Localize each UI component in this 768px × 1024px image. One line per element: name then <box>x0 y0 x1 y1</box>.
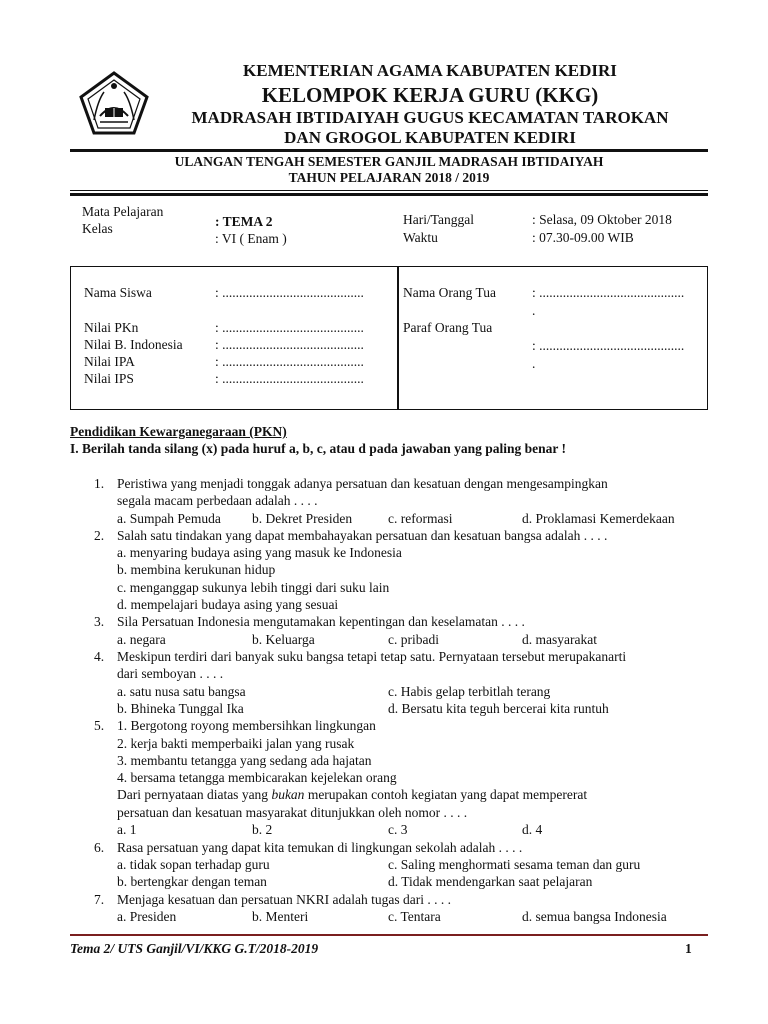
parent-name-label: Nama Orang Tua <box>403 285 496 300</box>
q5-statement-1: 1. Bergotong royong membersihkan lingkungan <box>117 718 376 733</box>
header-line-kkg: KELOMPOK KERJA GURU (KKG) <box>261 83 599 107</box>
q5-text-1c: merupakan contoh kegiatan yang dapat mempererat <box>304 787 588 802</box>
q1-option-d[interactable]: d. Proklamasi Kemerdekaan <box>522 511 675 526</box>
score-pkn-label: Nilai PKn <box>84 320 139 335</box>
q4-option-d[interactable]: d. Bersatu kita teguh bercerai kita runtuh <box>388 701 609 716</box>
student-name-field[interactable]: : .......................................... <box>215 285 364 300</box>
header-line-district: DAN GROGOL KABUPATEN KEDIRI <box>284 128 576 147</box>
q5-statement-2: 2. kerja bakti memperbaiki jalan yang rusak <box>117 736 355 751</box>
q7-text-1: Menjaga kesatuan dan persatuan NKRI adalah tugas dari . . . . <box>117 892 452 907</box>
q1-option-b[interactable]: b. Dekret Presiden <box>252 511 353 526</box>
student-box-divider <box>397 266 399 409</box>
q4-text-1: Meskipun terdiri dari banyak suku bangsa tetapi tetap satu. Pernyataan tersebut merupakanarti <box>117 649 627 664</box>
score-ipa-field[interactable]: : .......................................... <box>215 354 364 369</box>
subject-value: : TEMA 2 <box>215 214 273 229</box>
q6-option-d[interactable]: d. Tidak mendengarkan saat pelajaran <box>388 874 593 889</box>
section-title: Pendidikan Kewarganegaraan (PKN) <box>70 424 287 439</box>
q2-number: 2. <box>94 528 105 543</box>
parent-sign-label: Paraf Orang Tua <box>403 320 493 335</box>
q5-option-b[interactable]: b. 2 <box>252 822 273 837</box>
parent-sign-field[interactable]: : ........................................... <box>532 338 685 353</box>
header-rule-top <box>70 149 708 152</box>
q3-option-c[interactable]: c. pribadi <box>388 632 439 647</box>
q7-option-d[interactable]: d. semua bangsa Indonesia <box>522 909 667 924</box>
day-value: : Selasa, 09 Oktober 2018 <box>532 212 672 227</box>
q7-number: 7. <box>94 892 105 907</box>
q3-text-1: Sila Persatuan Indonesia mengutamakan kepentingan dan keselamatan . . . . <box>117 614 525 629</box>
q4-option-b[interactable]: b. Bhineka Tunggal Ika <box>117 701 244 716</box>
q2-text-1: Salah satu tindakan yang dapat membahayakan persatuan dan kesatuan bangsa adalah . . . . <box>117 528 608 543</box>
q2-option-b[interactable]: b. membina kerukunan hidup <box>117 562 276 577</box>
q3-number: 3. <box>94 614 105 629</box>
q5-option-a[interactable]: a. 1 <box>117 822 137 837</box>
q6-option-c[interactable]: c. Saling menghormati sesama teman dan guru <box>388 857 641 872</box>
q2-option-d[interactable]: d. mempelajari budaya asing yang sesuai <box>117 597 339 612</box>
student-name-label: Nama Siswa <box>84 285 152 300</box>
subject-label: Mata Pelajaran <box>82 204 164 219</box>
score-bindo-label: Nilai B. Indonesia <box>84 337 183 352</box>
day-label: Hari/Tanggal <box>403 212 475 227</box>
class-value: : VI ( Enam ) <box>215 231 287 246</box>
q2-option-c[interactable]: c. menganggap sukunya lebih tinggi dari suku lain <box>117 580 390 595</box>
q1-text-2: segala macam perbedaan adalah . . . . <box>117 493 318 508</box>
q4-text-2: dari semboyan . . . . <box>117 666 224 681</box>
header-rule-bottom-thin <box>70 190 708 191</box>
q1-number: 1. <box>94 476 105 491</box>
q2-option-a[interactable]: a. menyaring budaya asing yang masuk ke Indonesia <box>117 545 402 560</box>
q5-option-c[interactable]: c. 3 <box>388 822 408 837</box>
q4-number: 4. <box>94 649 105 664</box>
q3-option-b[interactable]: b. Keluarga <box>252 632 315 647</box>
score-ips-field[interactable]: : .......................................... <box>215 371 364 386</box>
q5-option-d[interactable]: d. 4 <box>522 822 543 837</box>
q7-option-b[interactable]: b. Menteri <box>252 909 309 924</box>
q5-text-1a: Dari pernyataan diatas yang <box>117 787 272 802</box>
q5-number: 5. <box>94 718 105 733</box>
q6-number: 6. <box>94 840 105 855</box>
score-ips-label: Nilai IPS <box>84 371 134 386</box>
q6-text-1: Rasa persatuan yang dapat kita temukan di lingkungan sekolah adalah . . . . <box>117 840 523 855</box>
q1-option-a[interactable]: a. Sumpah Pemuda <box>117 511 221 526</box>
time-value: : 07.30-09.00 WIB <box>532 230 634 245</box>
parent-name-field[interactable]: : ........................................... <box>532 285 685 300</box>
parent-sign-dot: . <box>532 356 536 371</box>
q7-option-a[interactable]: a. Presiden <box>117 909 177 924</box>
section-instruction: I. Berilah tanda silang (x) pada huruf a, b, c, atau d pada jawaban yang paling benar ! <box>70 441 566 456</box>
exam-title: ULANGAN TENGAH SEMESTER GANJIL MADRASAH IBTIDAIYAH <box>174 154 604 169</box>
q1-text-1: Peristiwa yang menjadi tonggak adanya persatuan dan kesatuan dengan mengesampingkan <box>117 476 608 491</box>
footer-text: Tema 2/ UTS Ganjil/VI/KKG G.T/2018-2019 <box>70 941 319 956</box>
q5-statement-4: 4. bersama tetangga membicarakan kejelekan orang <box>117 770 397 785</box>
header-line-ministry: KEMENTERIAN AGAMA KABUPATEN KEDIRI <box>243 61 617 80</box>
q6-option-b[interactable]: b. bertengkar dengan teman <box>117 874 267 889</box>
class-label: Kelas <box>82 221 113 236</box>
q3-option-d[interactable]: d. masyarakat <box>522 632 597 647</box>
score-ipa-label: Nilai IPA <box>84 354 135 369</box>
q7-option-c[interactable]: c. Tentara <box>388 909 441 924</box>
score-pkn-field[interactable]: : .......................................... <box>215 320 364 335</box>
q4-option-c[interactable]: c. Habis gelap terbitlah terang <box>388 684 551 699</box>
q5-text-1-emphasis: bukan <box>271 787 305 802</box>
q1-option-c[interactable]: c. reformasi <box>388 511 453 526</box>
time-label: Waktu <box>403 230 438 245</box>
q5-text-1 <box>117 787 587 803</box>
score-bindo-field[interactable]: : .......................................... <box>215 337 364 352</box>
parent-name-dot: . <box>532 303 536 318</box>
q3-option-a[interactable]: a. negara <box>117 632 166 647</box>
page-number: 1 <box>685 941 692 956</box>
q5-text-2: persatuan dan kesatuan masyarakat ditunjukkan oleh nomor . . . . <box>117 805 468 820</box>
q4-option-a[interactable]: a. satu nusa satu bangsa <box>117 684 246 699</box>
ministry-emblem-logo <box>78 70 150 136</box>
header-line-madrasah: MADRASAH IBTIDAIYAH GUGUS KECAMATAN TAROKAN <box>191 108 669 127</box>
q6-option-a[interactable]: a. tidak sopan terhadap guru <box>117 857 270 872</box>
footer-rule <box>70 934 708 936</box>
header-rule-bottom-thick <box>70 193 708 196</box>
exam-year: TAHUN PELAJARAN 2018 / 2019 <box>288 170 490 185</box>
q5-statement-3: 3. membantu tetangga yang sedang ada hajatan <box>117 753 372 768</box>
